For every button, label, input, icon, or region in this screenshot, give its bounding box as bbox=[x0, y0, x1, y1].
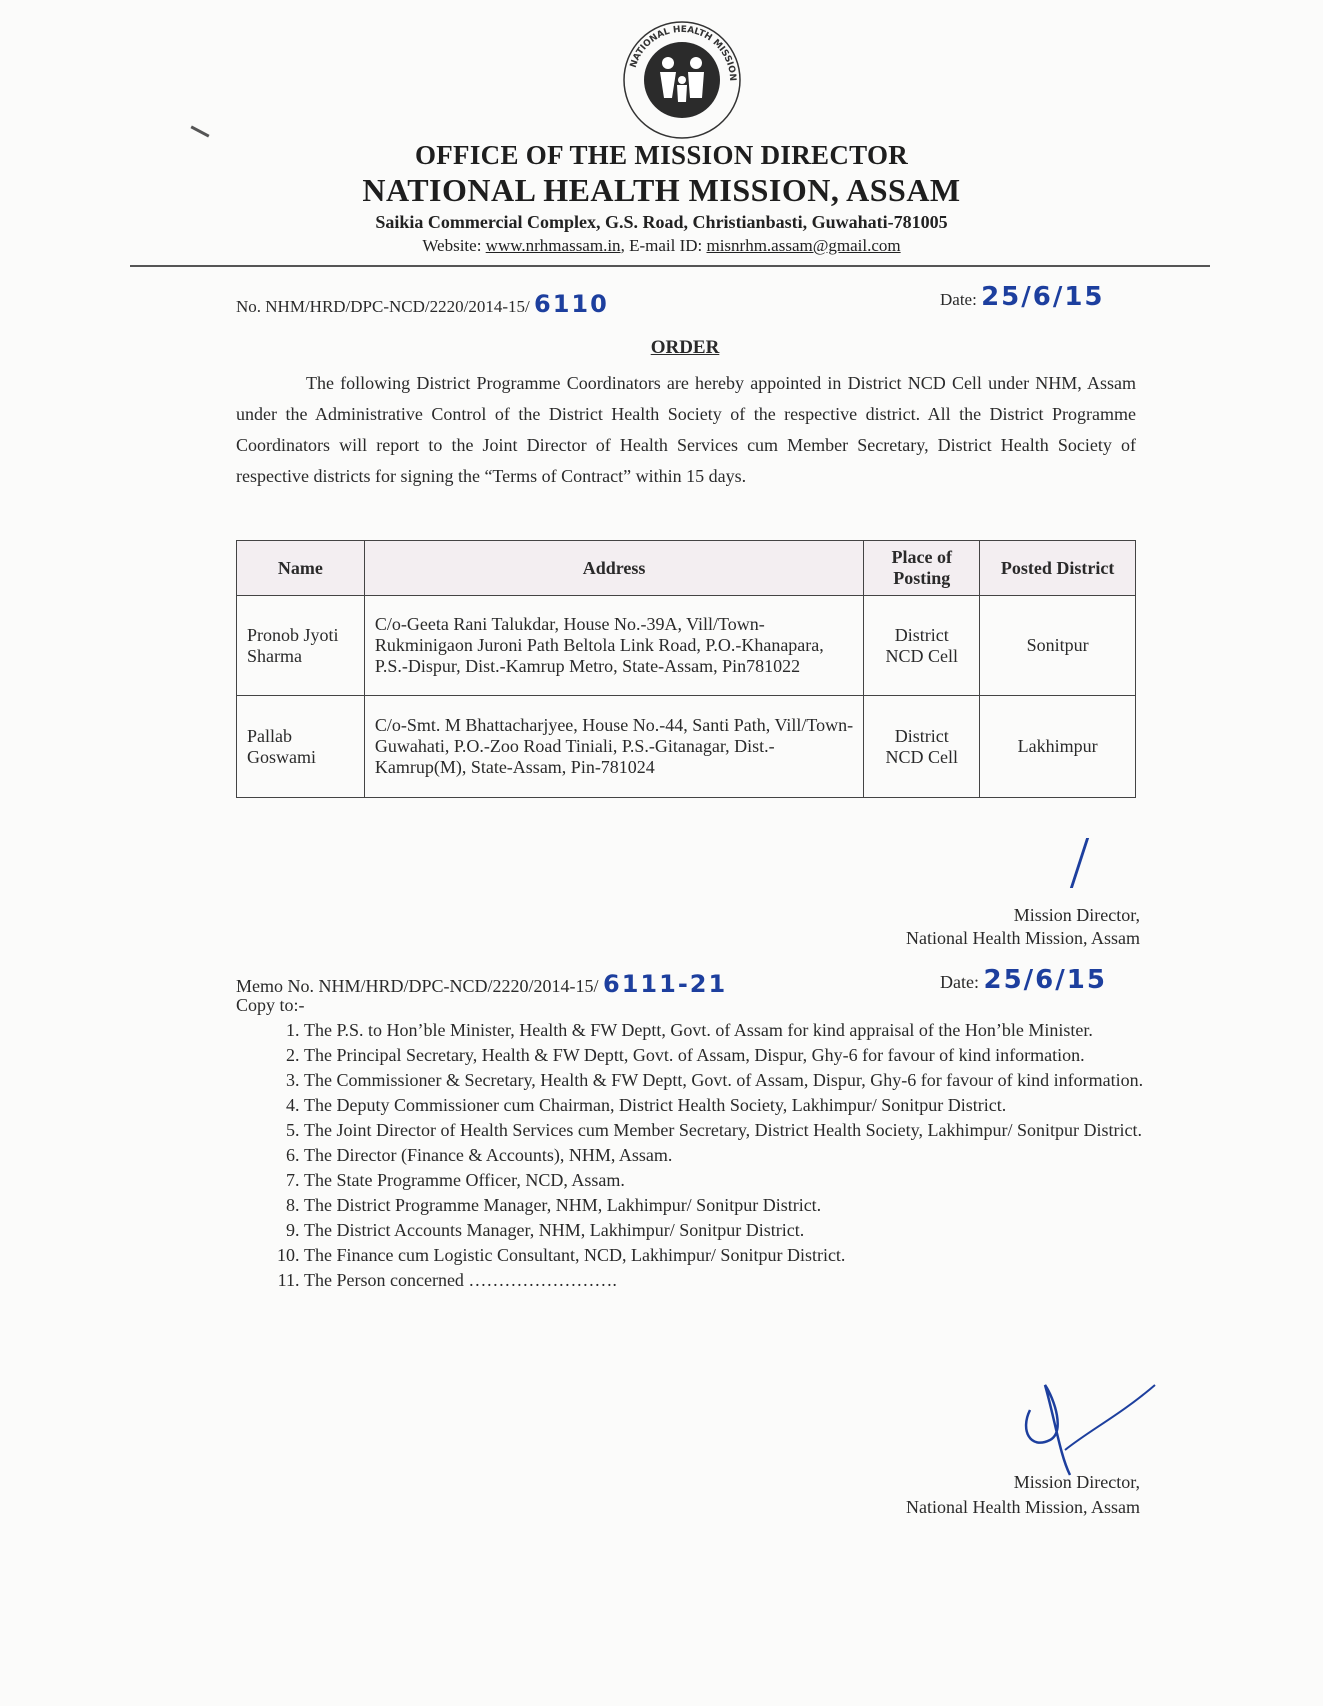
nhm-logo bbox=[620, 18, 744, 142]
order-date-handwritten: 25/6/15 bbox=[981, 282, 1105, 312]
list-item: 11. The Person concerned ……………………. bbox=[304, 1268, 1224, 1292]
signature-mark bbox=[1070, 838, 1095, 888]
office-heading: OFFICE OF THE MISSION DIRECTOR bbox=[414, 140, 909, 170]
signatory-organization-2: National Health Mission, Assam bbox=[906, 1497, 1140, 1517]
cell-address: C/o-Geeta Rani Talukdar, House No.-39A, Vill/Town-Rukminigaon Juroni Path Beltola Link Road, P.O.-Khanapara, P.S.-Dispur, Dist.-Kamrup Metro, State-Assam, Pin781022 bbox=[364, 596, 864, 696]
handwritten-signature bbox=[1010, 1380, 1160, 1480]
table-row bbox=[237, 696, 1136, 798]
order-paragraph-text: The following District Programme Coordinators are hereby appointed in District NCD Cell under NHM, Assam under the Administrative Control of the District Health Society of the respective district. All the District Programme Coordinators will report to the Joint Director of Health Services cum Member Secretary, District Health Society of respective districts for signing the “Terms of Contract” within 15 days. bbox=[236, 373, 1136, 486]
family-emblem-icon bbox=[620, 18, 744, 142]
list-item: 3. The Commissioner & Secretary, Health & FW Deptt, Govt. of Assam, Dispur, Ghy-6 for favour of kind information. bbox=[304, 1068, 1224, 1092]
memo-number-text: Memo No. NHM/HRD/DPC-NCD/2220/2014-15/ bbox=[236, 976, 599, 996]
list-item: 1. The P.S. to Hon’ble Minister, Health & FW Deptt, Govt. of Assam for kind appraisal of the Hon’ble Minister. bbox=[304, 1018, 1224, 1042]
organization-heading: NATIONAL HEALTH MISSION, ASSAM bbox=[362, 172, 961, 208]
office-address: Saikia Commercial Complex, G.S. Road, Christianbasti, Guwahati-781005 bbox=[375, 212, 948, 232]
stray-mark bbox=[190, 125, 209, 137]
cell-district: Sonitpur bbox=[980, 596, 1136, 696]
signatory-organization: National Health Mission, Assam bbox=[906, 928, 1140, 948]
email-link[interactable]: misnrhm.assam@gmail.com bbox=[706, 236, 901, 255]
table-row bbox=[237, 596, 1136, 696]
list-item: 4. The Deputy Commissioner cum Chairman, District Health Society, Lakhimpur/ Sonitpur District. bbox=[304, 1093, 1224, 1117]
header-divider bbox=[130, 265, 1210, 267]
order-date-label: Date: bbox=[940, 290, 977, 309]
list-item: 2. The Principal Secretary, Health & FW Deptt, Govt. of Assam, Dispur, Ghy-6 for favour of kind information. bbox=[304, 1043, 1224, 1067]
column-header-place: Place of Posting bbox=[864, 541, 980, 596]
memo-date-label: Date: bbox=[940, 972, 979, 992]
signatory-title: Mission Director, bbox=[1013, 905, 1140, 925]
cell-name: Pronob Jyoti Sharma bbox=[237, 596, 365, 696]
list-item: 7. The State Programme Officer, NCD, Assam. bbox=[304, 1168, 1224, 1192]
website-link[interactable]: www.nrhmassam.in bbox=[485, 236, 621, 255]
cell-district: Lakhimpur bbox=[980, 696, 1136, 798]
contact-line bbox=[0, 236, 1323, 256]
email-label: , E-mail ID: bbox=[620, 236, 707, 255]
list-item: 10. The Finance cum Logistic Consultant, NCD, Lakhimpur/ Sonitpur District. bbox=[304, 1243, 1224, 1267]
list-item: 6. The Director (Finance & Accounts), NHM, Assam. bbox=[304, 1143, 1224, 1167]
cell-address: C/o-Smt. M Bhattacharjyee, House No.-44, Santi Path, Vill/Town-Guwahati, P.O.-Zoo Road Tiniali, P.S.-Gitanagar, Dist.-Kamrup(M), State-Assam, Pin-781024 bbox=[364, 696, 864, 798]
logo-ring-text: NATIONAL HEALTH MISSION bbox=[628, 24, 738, 82]
order-paragraph bbox=[236, 368, 1136, 492]
memo-number-handwritten: 6111-21 bbox=[603, 970, 728, 998]
reference-number-handwritten: 6110 bbox=[534, 290, 609, 318]
cell-place: District NCD Cell bbox=[864, 596, 980, 696]
reference-number-text: No. NHM/HRD/DPC-NCD/2220/2014-15/ bbox=[236, 297, 530, 316]
appointments-table bbox=[236, 540, 1136, 798]
list-item: 8. The District Programme Manager, NHM, Lakhimpur/ Sonitpur District. bbox=[304, 1193, 1224, 1217]
reference-number bbox=[236, 290, 609, 318]
memo-date-handwritten: 25/6/15 bbox=[983, 965, 1107, 995]
website-label: Website: bbox=[422, 236, 486, 255]
memo-number bbox=[236, 970, 727, 998]
cell-name: Pallab Goswami bbox=[237, 696, 365, 798]
order-date bbox=[940, 282, 1105, 312]
copy-to-label: Copy to:- bbox=[236, 995, 305, 1015]
list-item: 5. The Joint Director of Health Services cum Member Secretary, District Health Society, Lakhimpur/ Sonitpur District. bbox=[304, 1118, 1224, 1142]
column-header-name: Name bbox=[237, 541, 365, 596]
list-item: 9. The District Accounts Manager, NHM, Lakhimpur/ Sonitpur District. bbox=[304, 1218, 1224, 1242]
memo-date bbox=[940, 965, 1107, 995]
column-header-district: Posted District bbox=[980, 541, 1136, 596]
signatory-title-2: Mission Director, bbox=[1013, 1472, 1140, 1492]
table-header-row bbox=[237, 541, 1136, 596]
cell-place: District NCD Cell bbox=[864, 696, 980, 798]
order-title: ORDER bbox=[650, 337, 720, 358]
column-header-address: Address bbox=[364, 541, 864, 596]
copy-list bbox=[236, 1018, 1224, 1293]
